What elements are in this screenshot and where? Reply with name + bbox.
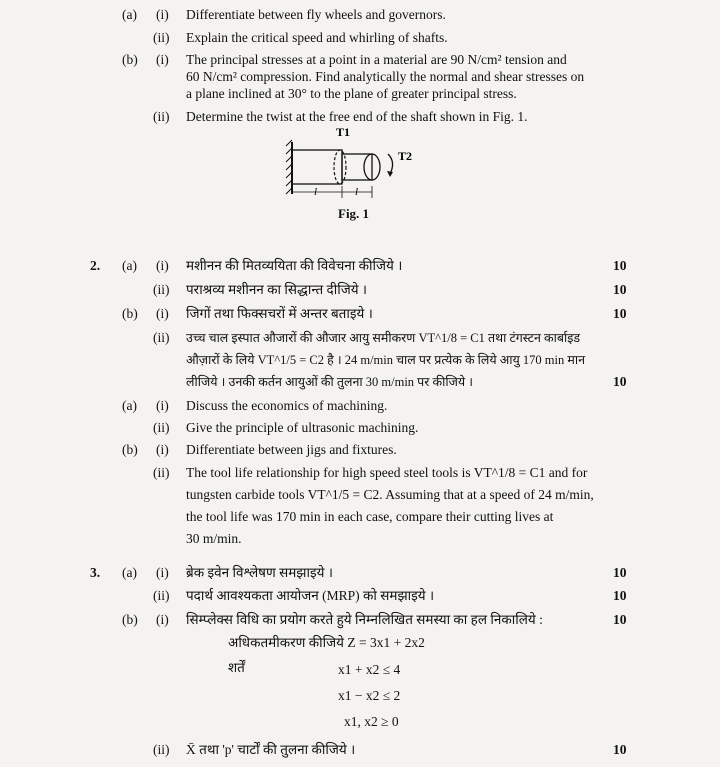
sub-label: (ii) [153,282,170,297]
part-label: (a) [122,398,137,413]
part-label: (a) [122,258,137,273]
sub-label: (i) [156,52,169,67]
part-label: (a) [122,565,137,580]
question-number: 2. [90,258,101,273]
marks: 10 [613,612,627,627]
figure-caption: Fig. 1 [338,206,370,221]
question-text: The tool life relationship for high speed steel tools is VT^1/8 = C1 and for [186,465,588,480]
sub-label: (ii) [153,330,170,345]
sub-label: (ii) [153,742,170,757]
shaft-figure [270,122,430,210]
part-label: (a) [122,7,137,22]
torque-t1-circle [334,150,346,184]
question-text: a plane inclined at 30° to the plane of greater principal stress. [186,86,517,101]
question-text: Explain the critical speed and whirling of shafts. [186,30,448,45]
sub-label: (ii) [153,465,170,480]
objective-function: अधिकतमीकरण कीजिये Z = 3x1 + 2x2 [228,635,425,650]
sub-label: (ii) [153,588,170,603]
question-text: 60 N/cm² compression. Find analytically the normal and shear stresses on [186,69,585,84]
marks: 10 [613,258,627,273]
sub-label: (i) [156,258,169,273]
sub-label: (i) [156,398,169,413]
constraint: x1 − x2 ≤ 2 [338,688,401,703]
question-text: 30 m/min. [186,531,242,546]
question-text: The principal stresses at a point in a material are 90 N/cm² tension and [186,52,567,67]
t1-label: T1 [336,125,351,139]
question-text: जिगों तथा फिक्सचरों में अन्तर बताइये । [186,306,373,321]
question-text: Differentiate between fly wheels and governors. [186,7,446,22]
sub-label: (i) [156,612,169,627]
marks: 10 [613,565,627,580]
question-number: 3. [90,565,101,580]
question-text: tungsten carbide tools VT^1/5 = C2. Assuming that at a speed of 24 m/min, [186,487,594,502]
part-label: (b) [122,612,138,627]
question-text: Discuss the economics of machining. [186,398,388,413]
question-text: मशीनन की मितव्ययिता की विवेचना कीजिये । [186,258,403,273]
question-text: X̄ तथा 'p' चार्टों की तुलना कीजिये । [186,742,356,757]
constraint: x1 + x2 ≤ 4 [338,662,401,677]
question-text: पदार्थ आवश्यकता आयोजन (MRP) को समझाइये । [186,588,435,603]
question-text: ब्रेक इवेन विश्लेषण समझाइये । [186,565,333,580]
marks: 10 [613,306,627,321]
length-label-2: l [355,186,359,198]
question-text: Differentiate between jigs and fixtures. [186,442,397,457]
part-label: (b) [122,442,138,457]
torque-t2-arrow [388,154,393,174]
part-label: (b) [122,306,138,321]
marks: 10 [613,588,627,603]
sub-label: (i) [156,7,169,22]
question-text: the tool life was 170 min in each case, compare their cutting lives at [186,509,554,524]
sub-label: (ii) [153,420,170,435]
marks: 10 [613,374,627,389]
marks: 10 [613,742,627,757]
sub-label: (ii) [153,30,170,45]
constraints-label: शर्तें [228,660,245,675]
question-text: पराश्रव्य मशीनन का सिद्धान्त दीजिये । [186,282,368,297]
sub-label: (ii) [153,109,170,124]
constraint: x1, x2 ≥ 0 [344,714,399,729]
sub-label: (i) [156,442,169,457]
question-text: Determine the twist at the free end of the shaft shown in Fig. 1. [186,109,528,124]
sub-label: (i) [156,565,169,580]
question-text: Give the principle of ultrasonic machining. [186,420,419,435]
question-text: उच्च चाल इस्पात औजारों की औजार आयु समीकरण VT^1/8 = C1 तथा टंगस्टन कार्बाइड [186,331,581,345]
length-label-1: l [314,186,318,198]
question-text: औज़ारों के लिये VT^1/5 = C2 है । 24 m/min चाल पर प्रत्येक के लिये आयु 170 min मान [186,353,586,367]
t2-label: T2 [398,149,413,163]
sub-label: (i) [156,306,169,321]
question-text: लीजिये । उनकी कर्तन आयुओं की तुलना 30 m/min पर कीजिये । [186,375,473,389]
marks: 10 [613,282,627,297]
part-label: (b) [122,52,138,67]
arrowhead [387,171,393,177]
question-text: सिम्प्लेक्स विधि का प्रयोग करते हुये निम्नलिखित समस्या का हल निकालिये : [186,612,543,627]
